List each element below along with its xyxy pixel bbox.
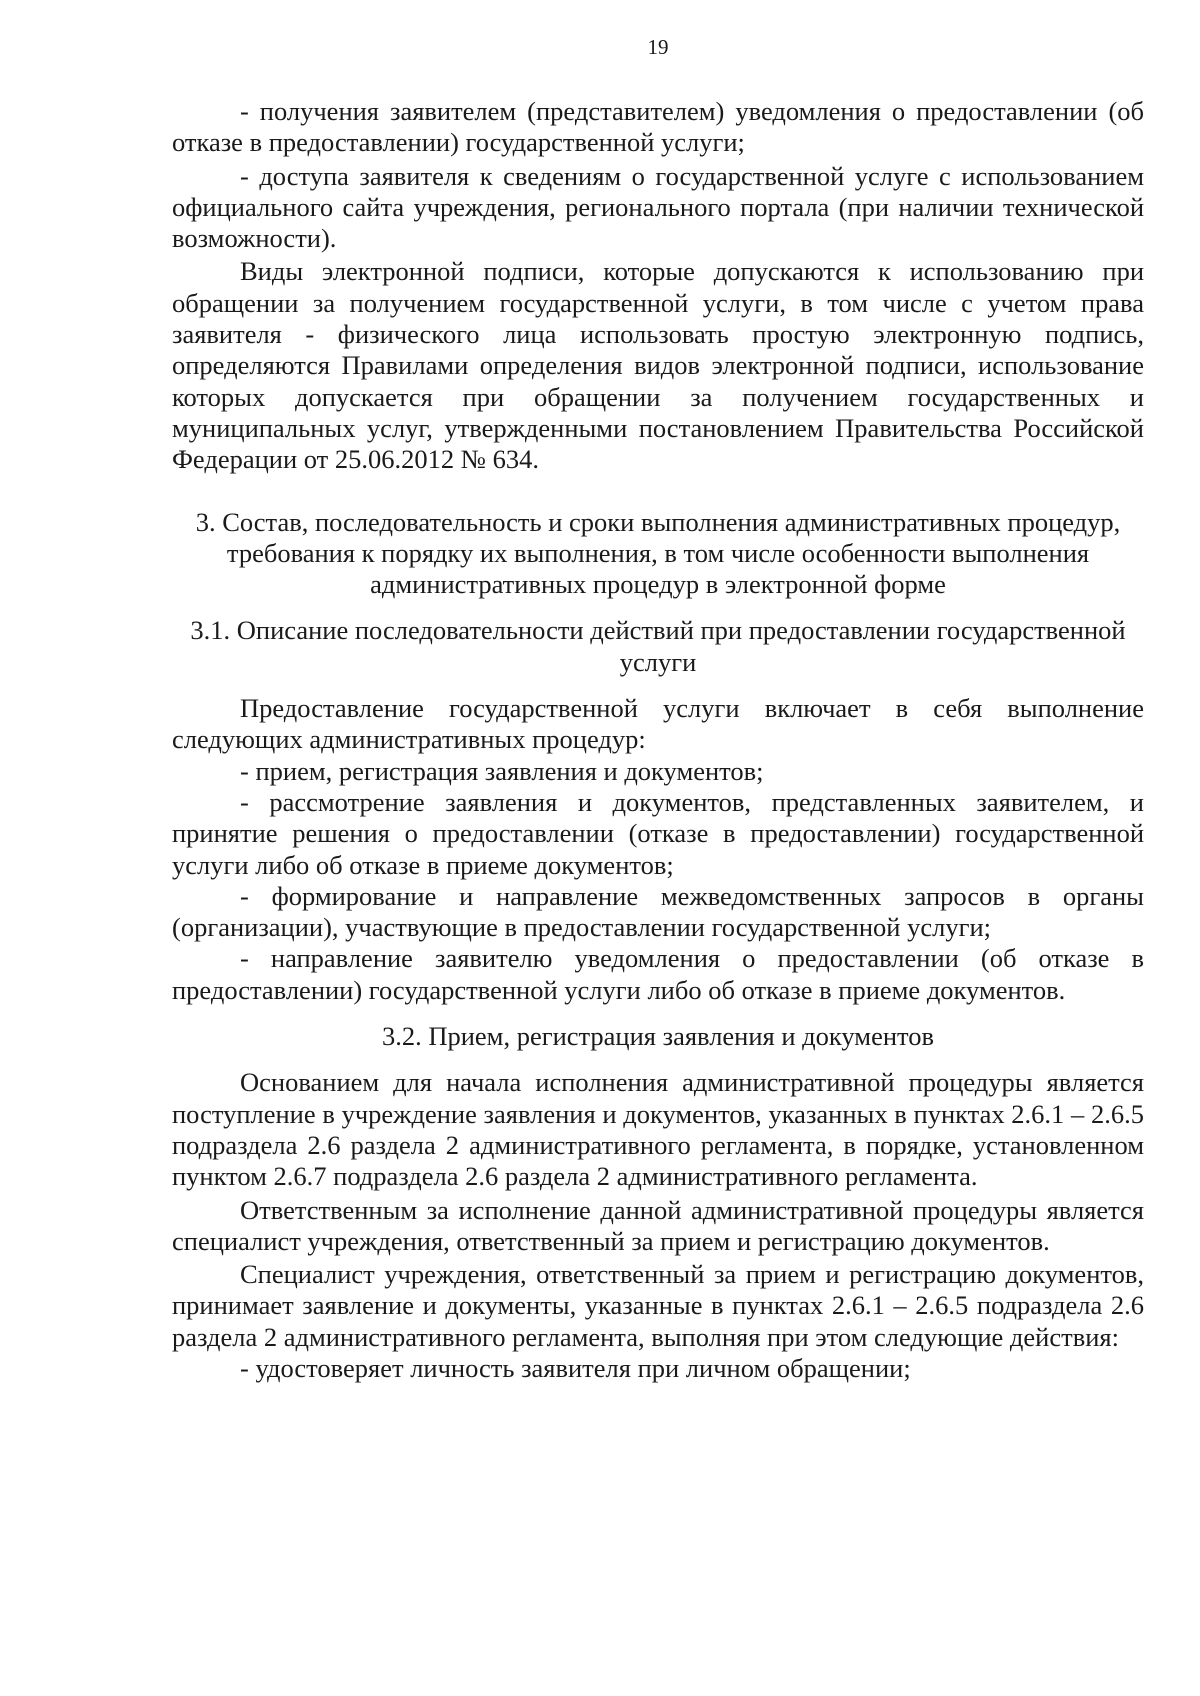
paragraph: Предоставление государственной услуги включает в себя выполнение следующих административных процедур: bbox=[172, 693, 1144, 755]
list-item: - рассмотрение заявления и документов, представленных заявителем, и принятие решения о предоставлении (отказе в предоставлении) государственной услуги либо об отказе в приеме документов; bbox=[172, 786, 1144, 880]
paragraph: Ответственным за исполнение данной административной процедуры является специалист учреждения, ответственный за прием и регистрацию документов. bbox=[172, 1194, 1144, 1256]
paragraph: Виды электронной подписи, которые допускаются к использованию при обращении за получением государственной услуги, в том числе с учетом права заявителя - физического лица использовать простую электронную подпись, определяются Правилами определения видов электронной подписи, использование которых допускается при обращении за получением государственных и муниципальных услуг, утвержденными постановлением Правительства Российской Федерации от 25.06.2012 № 634. bbox=[172, 256, 1144, 475]
list-item: - получения заявителем (представителем) уведомления о предоставлении (об отказе в предоставлении) государственной услуги; bbox=[172, 96, 1144, 158]
document-body bbox=[172, 96, 1144, 1384]
list-item: - формирование и направление межведомственных запросов в органы (организации), участвующие в предоставлении государственной услуги; bbox=[172, 880, 1144, 943]
paragraph: Основанием для начала исполнения административной процедуры является поступление в учреждение заявления и документов, указанных в пунктах 2.6.1 – 2.6.5 подраздела 2.6 раздела 2 административного регламента, в порядке, установленном пунктом 2.6.7 подраздела 2.6 раздела 2 административного регламента. bbox=[172, 1067, 1144, 1192]
list-item: - удостоверяет личность заявителя при личном обращении; bbox=[240, 1352, 911, 1383]
subsection-heading: 3.2. Прием, регистрация заявления и документов bbox=[381, 1021, 935, 1052]
section-heading: 3. Состав, последовательность и сроки выполнения административных процедур, требования к порядку их выполнения, в том числе особенности выполнения административных процедур в электронной форме bbox=[195, 506, 1121, 600]
page-number: 19 bbox=[647, 35, 669, 59]
subsection-heading: 3.1. Описание последовательности действий при предоставлении государственной услуги bbox=[190, 615, 1126, 677]
list-item: - направление заявителю уведомления о предоставлении (об отказе в предоставлении) государственной услуги либо об отказе в приеме документов. bbox=[172, 943, 1144, 1005]
paragraph: Специалист учреждения, ответственный за прием и регистрацию документов, принимает заявление и документы, указанные в пунктах 2.6.1 – 2.6.5 подраздела 2.6 раздела 2 административного регламента, выполняя при этом следующие действия: bbox=[172, 1259, 1144, 1352]
list-item: - прием, регистрация заявления и документов; bbox=[240, 755, 764, 786]
list-item: - доступа заявителя к сведениям о государственной услуге с использованием официального сайта учреждения, регионального портала (при наличии технической возможности). bbox=[172, 160, 1144, 254]
